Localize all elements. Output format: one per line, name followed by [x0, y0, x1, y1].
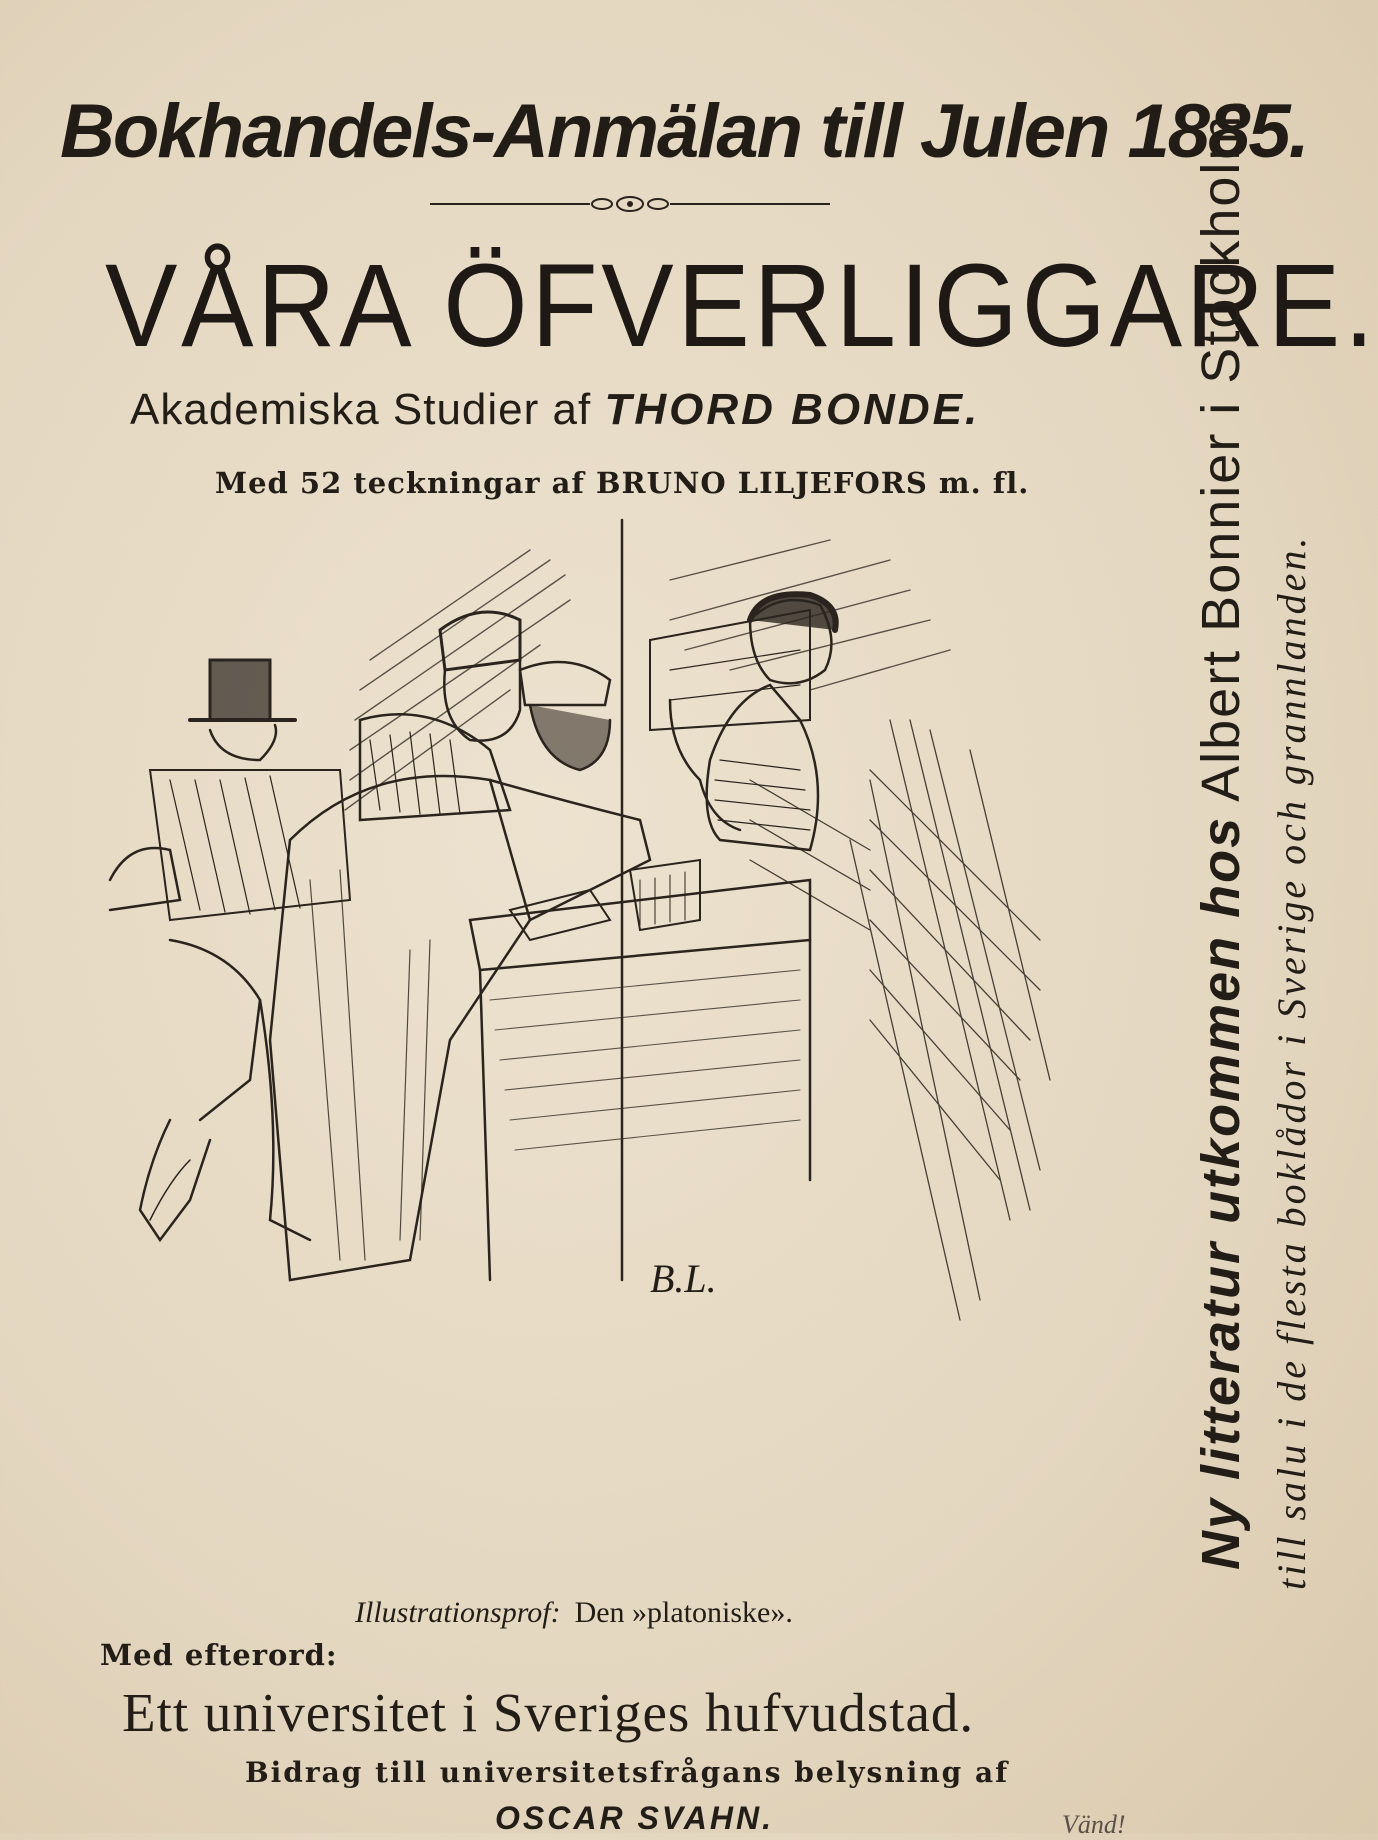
book-title: VÅRA ÖFVERLIGGARE.: [105, 240, 1378, 372]
ornament-divider: [430, 190, 830, 218]
caption-text: Den »platoniske».: [574, 1596, 793, 1629]
publisher-name: Albert Bonnier i Stockholm,: [1191, 96, 1251, 802]
caption-lead: Illustrationsprof:: [355, 1596, 561, 1629]
book-author: THORD BONDE.: [604, 385, 981, 434]
illustrators-credit: Med 52 teckningar af BRUNO LILJEFORS m. fl.: [215, 466, 1030, 500]
afterword-contribution: Bidrag till universitetsfrågans belysning af: [245, 1756, 1010, 1789]
book-subtitle: [130, 385, 1130, 435]
afterword-title: Ett universitet i Sveriges hufvudstad.: [122, 1682, 975, 1743]
availability-notice: till salu i de flesta boklådor i Sverige och grannlanden.: [1269, 534, 1314, 1590]
headline: Bokhandels-Anmälan till Julen 1885.: [60, 89, 1308, 174]
turn-over-note: Vänd!: [1062, 1810, 1126, 1839]
afterword-author: OSCAR SVAHN.: [495, 1800, 774, 1836]
publisher-notice-lead: Ny litteratur utkommen hos: [1191, 815, 1251, 1570]
publisher-notice: [1190, 70, 1252, 1570]
subtitle-prefix: Akademiska Studier af: [130, 385, 592, 434]
artist-signature: B.L.: [650, 1256, 717, 1301]
illustration-sketch: [110, 520, 1120, 1600]
illustration-caption: [355, 1596, 1055, 1630]
afterword-label: Med efterord:: [100, 1638, 338, 1672]
